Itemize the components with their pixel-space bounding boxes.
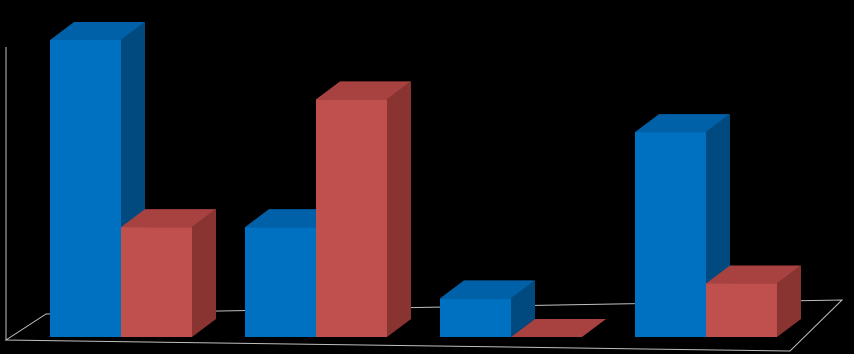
bar-front-face [121,227,192,337]
bar-front-face [245,227,316,337]
bar-front-face [440,298,511,337]
bar-series2-cat2 [316,81,411,337]
bar-front-face [50,40,121,337]
bar-side-face [387,81,411,337]
bar-series1-cat3 [440,280,535,337]
bar-series2-cat4 [706,266,801,337]
bar-front-face [706,284,777,337]
bar-front-face [635,132,706,337]
bar-front-face [316,99,387,337]
bar-side-face [192,209,216,337]
bar-series2-cat1 [121,209,216,337]
